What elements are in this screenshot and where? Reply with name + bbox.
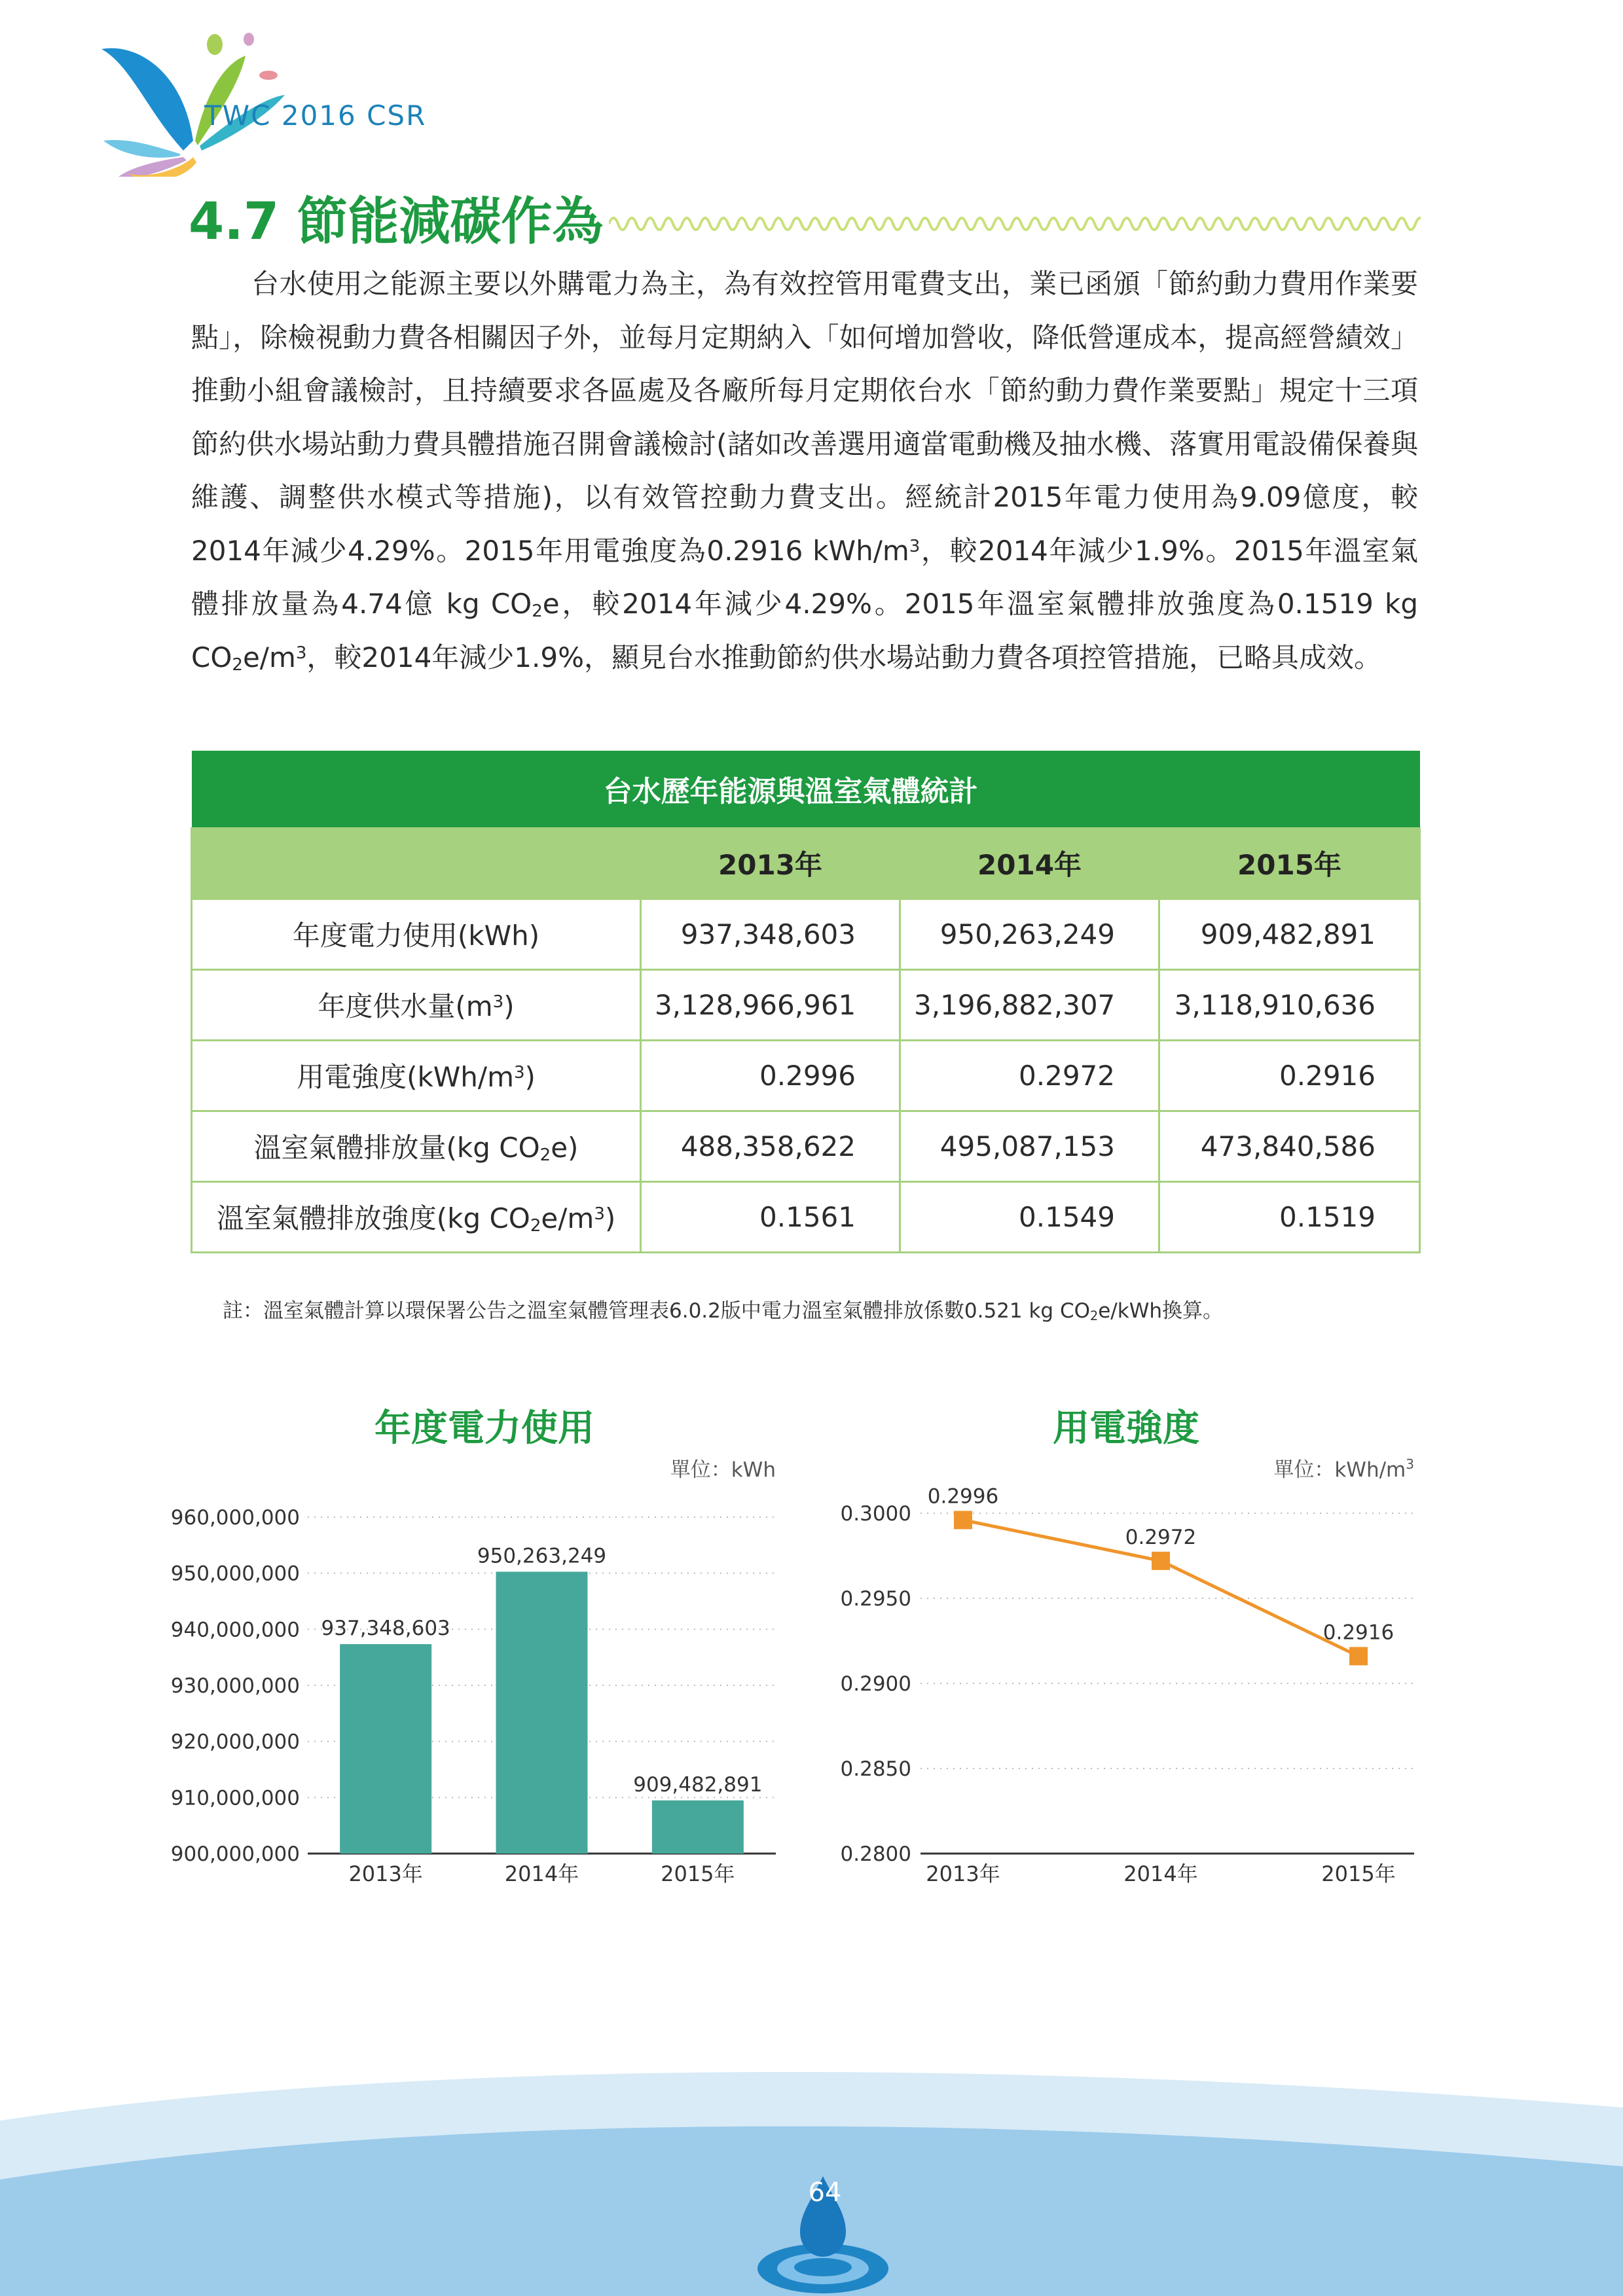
y-tick-label: 940,000,000 xyxy=(170,1618,300,1642)
table-cell: 0.2916 xyxy=(1159,1040,1420,1111)
table-header-row xyxy=(192,828,1420,899)
y-tick-label: 960,000,000 xyxy=(170,1506,300,1530)
table-row-label: 年度電力使用(kWh) xyxy=(192,899,641,969)
bar xyxy=(652,1801,744,1854)
y-tick-label: 0.2800 xyxy=(840,1842,911,1866)
table-cell: 0.2972 xyxy=(900,1040,1159,1111)
logo-text: TWC 2016 CSR xyxy=(204,99,427,132)
x-tick-label: 2013年 xyxy=(926,1861,1000,1886)
table-cell: 3,128,966,961 xyxy=(641,969,900,1040)
x-tick-label: 2015年 xyxy=(1321,1861,1396,1886)
energy-ghg-table xyxy=(191,751,1421,1253)
table-caption: 台水歷年能源與溫室氣體統計 xyxy=(192,751,1420,828)
electricity-bar-chart xyxy=(164,1453,792,1898)
table-cell: 0.2996 xyxy=(641,1040,900,1111)
table-cell: 488,358,622 xyxy=(641,1111,900,1181)
data-point xyxy=(954,1511,972,1529)
table-row xyxy=(192,1111,1420,1181)
x-tick-label: 2015年 xyxy=(661,1861,735,1886)
table-row-label: 年度供水量$(m^3)$ xyxy=(192,969,641,1040)
table-note: 註：溫室氣體計算以環保署公告之溫室氣體管理表6.0.2版中電力溫室氣體排放係數0.521 kg $CO_2e$/kWh換算。 xyxy=(223,1299,1224,1323)
table-header-year: 2013年 xyxy=(641,828,900,899)
y-tick-label: 0.2950 xyxy=(840,1587,911,1611)
table-cell: 950,263,249 xyxy=(900,899,1159,969)
unit-label: 單位：kWh xyxy=(670,1458,776,1482)
data-label: 0.2996 xyxy=(927,1484,999,1509)
data-label: 0.2916 xyxy=(1322,1621,1395,1645)
data-label: 0.2972 xyxy=(1125,1525,1197,1549)
table-cell: 3,118,910,636 xyxy=(1159,969,1420,1040)
table-row xyxy=(192,969,1420,1040)
x-tick-label: 2013年 xyxy=(348,1861,423,1886)
table-header-year: 2014年 xyxy=(900,828,1159,899)
section-title: 4.7 節能減碳作為 xyxy=(189,192,604,251)
body-paragraph xyxy=(191,257,1418,684)
table-header-year: 2015年 xyxy=(1159,828,1420,899)
y-tick-label: 0.2850 xyxy=(840,1757,911,1781)
table-cell: 473,840,586 xyxy=(1159,1111,1420,1181)
data-point xyxy=(1349,1647,1368,1665)
y-tick-label: 930,000,000 xyxy=(170,1674,300,1698)
table-cell: 0.1549 xyxy=(900,1181,1159,1252)
y-tick-label: 920,000,000 xyxy=(170,1730,300,1754)
y-tick-label: 910,000,000 xyxy=(170,1786,300,1810)
y-tick-label: 900,000,000 xyxy=(170,1842,300,1866)
table-cell: 495,087,153 xyxy=(900,1111,1159,1181)
table-row-label: 溫室氣體排放量(kg $CO_2e$) xyxy=(192,1111,641,1181)
line-chart-title: 用電強度 xyxy=(1053,1407,1199,1450)
table-cell: 0.1561 xyxy=(641,1181,900,1252)
table-row-label: 用電強度$(kWh/m^3)$ xyxy=(192,1040,641,1111)
x-tick-label: 2014年 xyxy=(504,1861,579,1886)
bar xyxy=(496,1571,588,1854)
table-row-label: 溫室氣體排放強度(kg $CO_2e/m^3$) xyxy=(192,1181,641,1252)
bar-chart-title: 年度電力使用 xyxy=(374,1407,594,1450)
table-row xyxy=(192,899,1420,969)
data-label: 950,263,249 xyxy=(477,1544,607,1568)
page-number: 64 xyxy=(808,2178,842,2208)
unit-label: 單位：kWh/$m^3$ xyxy=(1273,1456,1414,1482)
table-cell: 0.1519 xyxy=(1159,1181,1420,1252)
table-cell: 909,482,891 xyxy=(1159,899,1420,969)
table-row xyxy=(192,1040,1420,1111)
x-tick-label: 2014年 xyxy=(1123,1861,1198,1886)
table-cell: 3,196,882,307 xyxy=(900,969,1159,1040)
table-cell: 937,348,603 xyxy=(641,899,900,969)
y-tick-label: 0.2900 xyxy=(840,1672,911,1696)
bar xyxy=(340,1644,431,1854)
data-label: 909,482,891 xyxy=(633,1772,763,1797)
table-header-blank xyxy=(192,828,641,899)
paragraph-text: 台水使用之能源主要以外購電力為主，為有效控管用電費支出，業已函頒「節約動力費用作業要點」，除檢視動力費各相關因子外，並每月定期納入「如何增加營收，降低營運成本，提高經營績效」推動小組會議檢討，且持續要求各區處及各廠所每月定期依台水「節約動力費作業要點」規定十三項節約供水場站動力費具體措施召開會議檢討(諸如改善選用適當電動機及抽水機、落實用電設備保養與維護、調整供水模式等措施)，以有效管控動力費支出。經統計2015年電力使用為9.09億度，較2014年減少4.29%。2015年用電強度為0.2916 kWh/$m^3$，較2014年減少1.9%。2015年溫室氣體排放量為4.74億 kg $CO_2e$，較2014年減少4.29%。2015年溫室氣體排放強度為0.1519 kg $CO_2e/m^3$，較2014年減少1.9%，顯見台水推動節約供水場站動力費各項控管措施，已略具成效。 xyxy=(191,268,1418,675)
y-tick-label: 950,000,000 xyxy=(170,1562,300,1586)
table-row xyxy=(192,1181,1420,1252)
decorative-wave xyxy=(609,209,1421,238)
data-label: 937,348,603 xyxy=(321,1617,450,1641)
data-point xyxy=(1152,1552,1170,1570)
intensity-line-chart xyxy=(825,1453,1427,1898)
y-tick-label: 0.3000 xyxy=(840,1502,911,1526)
